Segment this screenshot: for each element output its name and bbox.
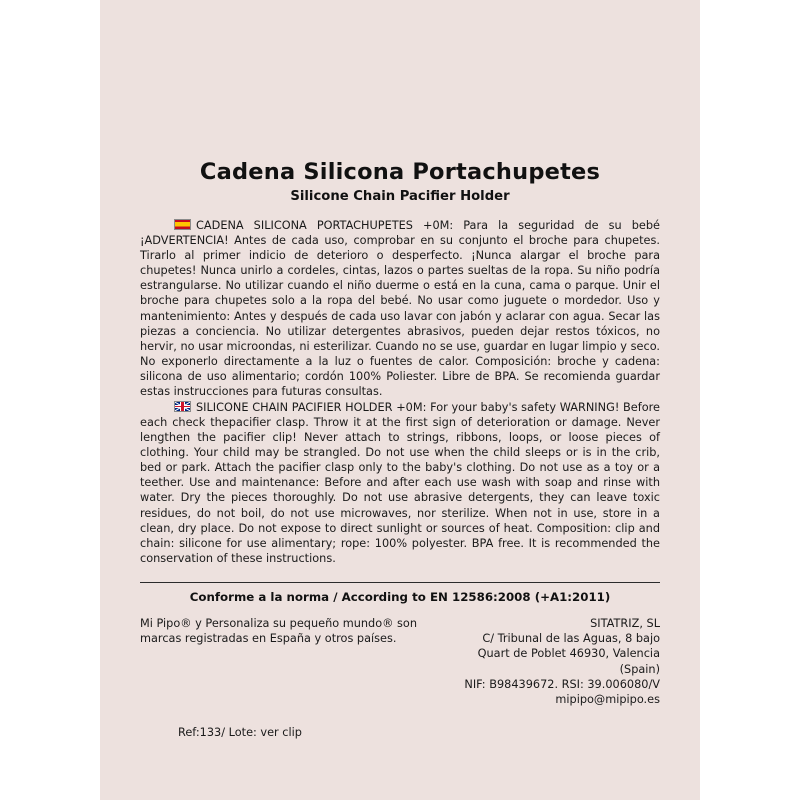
product-label-card <box>100 0 700 800</box>
spanish-instructions-paragraph <box>140 218 660 399</box>
company-block <box>455 616 660 707</box>
spain-flag-icon <box>174 219 191 230</box>
page-title: Cadena Silicona Portachupetes <box>199 159 601 185</box>
footer-columns <box>140 616 660 707</box>
company-name: SITATRIZ, SL <box>590 617 660 631</box>
reference-lot: Ref:133/ Lote: ver clip <box>178 725 302 739</box>
standard-compliance-note: Conforme a la norma / According to EN 12586:2008 (+A1:2011) <box>140 582 660 605</box>
trademark-notice: Mi Pipo® y Personaliza su pequeño mundo® son marcas registradas en España y otros países. <box>140 617 417 646</box>
uk-flag-icon <box>174 401 191 412</box>
instructions-block <box>140 218 660 566</box>
company-ids: NIF: B98439672. RSI: 39.006080/V <box>464 677 660 691</box>
company-address-line2: Quart de Poblet 46930, Valencia (Spain) <box>477 647 660 676</box>
spanish-instructions-text: CADENA SILICONA PORTACHUPETES +0M: Para la seguridad de su bebé ¡ADVERTENCIA! Antes de cada uso, comprobar en su conjunto el broche para chupetes. Tirarlo al primer indicio de deterioro o desperfecto. ¡Nunca alargar el broche para chupetes! Nunca unirlo a cordeles, cintas, lazos o partes sueltas de la ropa. Su niño podría estrangularse. No utilizar cuando el niño duerme o está en la cuna, cama o parque. Unir el broche para chupetes solo a la ropa del bebé. No usar como juguete o mordedor. Uso y mantenimiento: Antes y después de cada uso lavar con jabón y aclarar con agua. Secar las piezas a conciencia. No utilizar detergentes abrasivos, pueden dejar restos tóxicos, no hervir, no usar microondas, ni esterilizar. Cuando no se use, guardar en lugar limpio y seco. No exponerlo directamente a la luz o fuentes de calor. Composición: broche y cadena: silicona de uso alimentario; cordón 100% Poliester. Libre de BPA. Se recomienda guardar estas instrucciones para futuras consultas. <box>140 219 660 398</box>
company-email: mipipo@mipipo.es <box>555 692 660 706</box>
english-instructions-text: SILICONE CHAIN PACIFIER HOLDER +0M: For your baby's safety WARNING! Before each check thepacifier clasp. Throw it at the first sign of deterioration or damage. Never lengthen the pacifier clip! Never attach to strings, ribbons, loops, or loose pieces of clothing. Your child may be strangled. Do not use when the child sleeps or is in the crib, bed or park. Attach the pacifier clasp only to the baby's clothing. Do not use as a toy or a teether. Use and maintenance: Before and after each use wash with soap and rinse with water. Dry the pieces thoroughly. Do not use abrasive detergents, they can leave toxic residues, do not boil, do not use microwaves, nor sterilize. When not in use, store in a clean, dry place. Do not expose to direct sunlight or sources of heat. Composition: clip and chain: silicone for use alimentary; rope: 100% polyester. BPA free. It is recommended the conservation of these instructions. <box>140 400 660 565</box>
label-content <box>140 160 660 739</box>
english-instructions-paragraph <box>140 400 660 566</box>
page-subtitle: Silicone Chain Pacifier Holder <box>290 188 510 204</box>
company-address-line1: C/ Tribunal de las Aguas, 8 bajo <box>482 632 660 646</box>
